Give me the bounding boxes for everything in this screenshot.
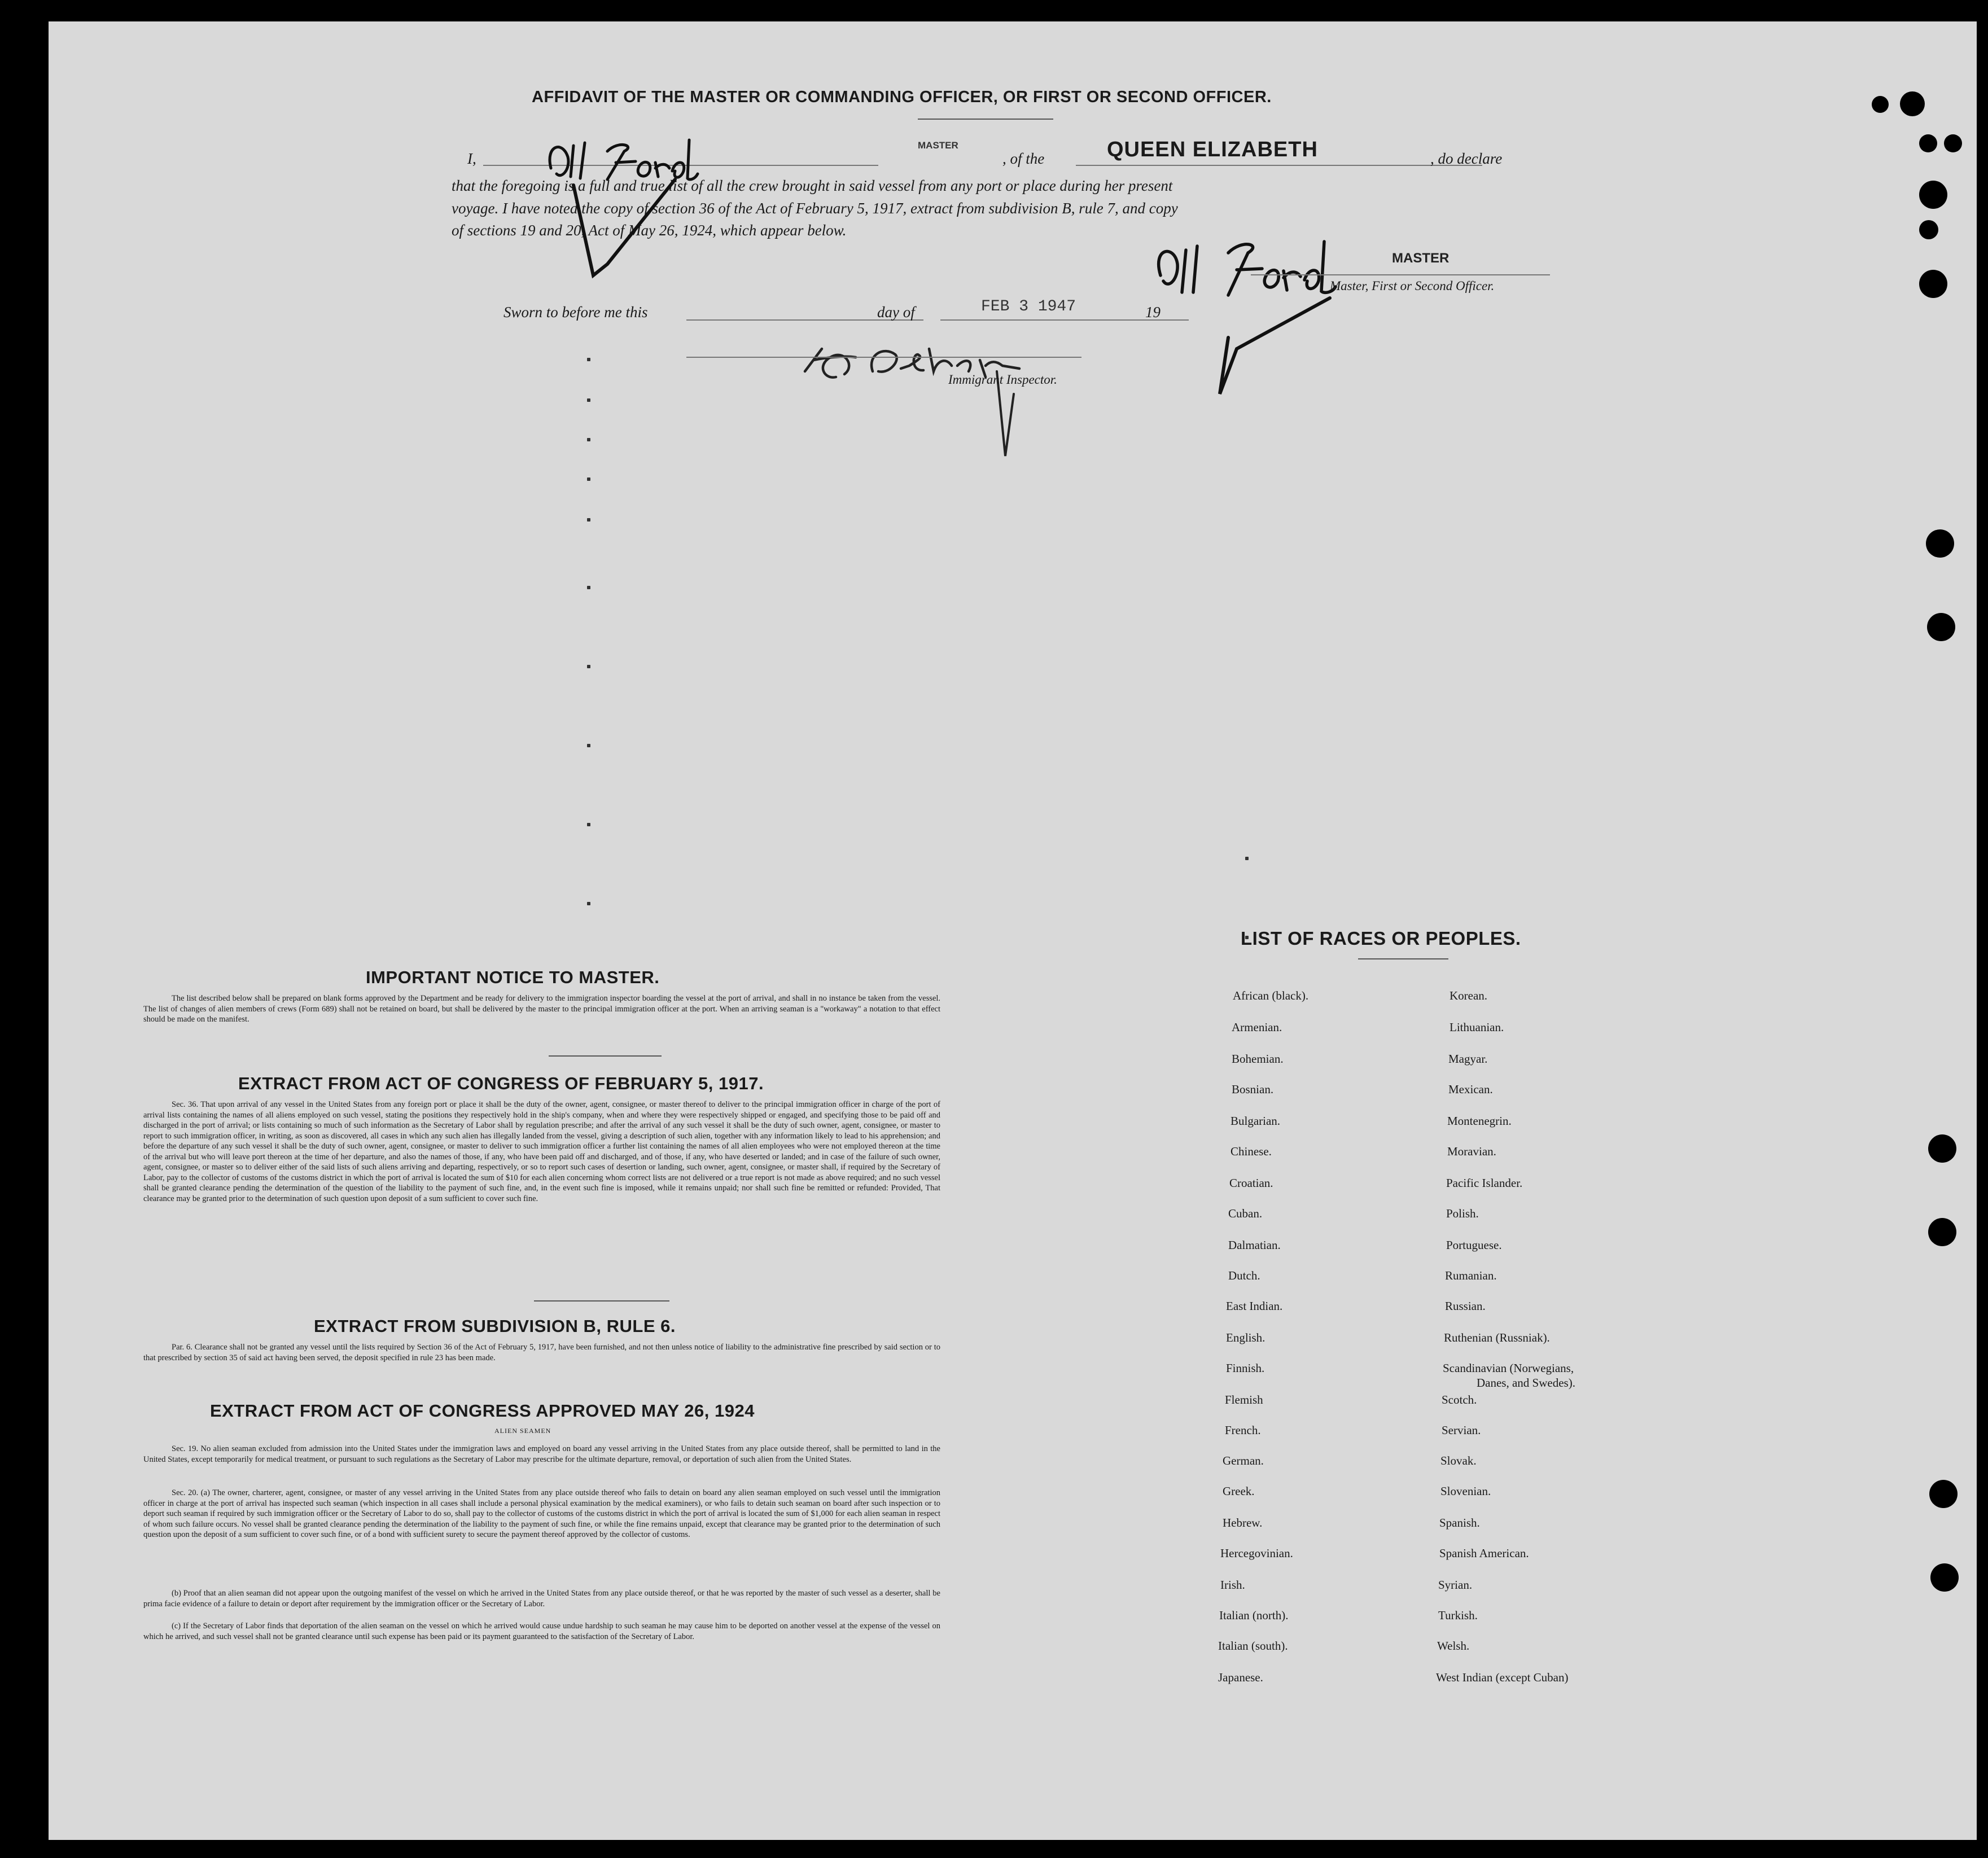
of-the-label: , of the [1002, 150, 1045, 167]
race-right: Slovenian. [1440, 1484, 1491, 1498]
punch-hole [1919, 220, 1938, 239]
sworn-label: Sworn to before me this [503, 304, 648, 321]
race-left: Bulgarian. [1231, 1114, 1281, 1128]
race-left: Dalmatian. [1228, 1238, 1281, 1252]
race-left: Greek. [1223, 1484, 1255, 1498]
scan-mark [587, 438, 590, 441]
title-divider [918, 119, 1053, 120]
declaration-line-2: that the foregoing is a full and true list of all the crew brought in said vessel from any port or place during her present [452, 177, 1173, 194]
punch-hole [1900, 91, 1925, 116]
race-left: Hercegovinian. [1220, 1546, 1293, 1560]
race-right: Lithuanian. [1450, 1020, 1504, 1034]
notice-body: The list described below shall be prepared on blank forms approved by the Department and be ready for delivery to the immigration inspector boarding the vessel at the port of arrival, and shall in no instance be taken from the vessel. The list of changes of alien members of crews (Form 689) shall not be retained on board, but shall be delivered by the master to the principal immigration officer at the port. When an arriving seaman is a "workaway" a notation to that effect should be made on the manifest. [143, 994, 940, 1024]
scan-mark [1245, 857, 1249, 860]
race-left: Cuban. [1228, 1207, 1263, 1220]
vessel-name-line [1076, 164, 1482, 166]
race-right: Mexican. [1448, 1083, 1493, 1096]
signer-line [1251, 273, 1550, 275]
master-signature-top [540, 134, 788, 292]
punch-hole [1919, 134, 1937, 152]
extract-1924-sec20c: (c) If the Secretary of Labor finds that deportation of the alien seaman on the vessel on which he arrived would cause undue hardship to such seaman he may cause him to be deported on another vessel at the expense of the vessel on which he arrived, and such vessel shall not be granted clearance until such expense has been paid or its payment guaranteed to the satisfaction of the Secretary of Labor. [143, 1622, 940, 1641]
scan-mark [587, 665, 590, 668]
race-left: Hebrew. [1223, 1516, 1263, 1530]
race-right: Danes, and Swedes). [1477, 1376, 1575, 1390]
scan-mark [587, 744, 590, 747]
declaration-line-3: voyage. I have noted the copy of section 36 of the Act of February 5, 1917, extract from subdivision B, rule 7, and copy [452, 200, 1178, 217]
race-right: Korean. [1450, 989, 1488, 1002]
scan-mark [587, 586, 590, 589]
race-left: Bohemian. [1232, 1052, 1284, 1066]
race-right: Syrian. [1438, 1578, 1473, 1592]
extract-1924-subtitle: ALIEN SEAMEN [494, 1427, 551, 1435]
punch-hole [1929, 1480, 1958, 1508]
extract-1917-divider [534, 1300, 669, 1302]
race-right: Montenegrin. [1447, 1114, 1512, 1128]
race-right: Servian. [1442, 1423, 1481, 1437]
punch-hole [1944, 134, 1962, 152]
inspector-signature [782, 326, 1098, 467]
race-left: English. [1226, 1331, 1266, 1344]
race-left: Japanese. [1218, 1671, 1263, 1684]
declaration-line-4: of sections 19 and 20, Act of May 26, 1924, which appear below. [452, 222, 847, 239]
race-right: Polish. [1446, 1207, 1479, 1220]
race-right: Portuguese. [1446, 1238, 1502, 1252]
notice-title: IMPORTANT NOTICE TO MASTER. [366, 967, 660, 987]
punch-hole [1928, 1218, 1956, 1246]
race-right: Ruthenian (Russniak). [1444, 1331, 1550, 1344]
master-signature [1144, 236, 1409, 405]
race-left: French. [1225, 1423, 1261, 1437]
race-right: Russian. [1445, 1299, 1486, 1313]
do-declare-label: , do declare [1430, 150, 1503, 167]
scan-mark [587, 358, 590, 361]
race-right: Rumanian. [1445, 1269, 1497, 1282]
scan-mark [587, 902, 590, 905]
race-right: Welsh. [1437, 1639, 1470, 1653]
date-stamp: FEB 3 1947 [981, 298, 1076, 315]
signer-title-stamp: MASTER [1392, 251, 1450, 266]
rank-stamp: MASTER [918, 140, 958, 151]
race-left: African (black). [1233, 989, 1309, 1002]
i-label: I, [467, 150, 476, 167]
extract-1917-body: Sec. 36. That upon arrival of any vessel in the United States from any foreign port or place it shall be the duty of the owner, agent, consignee, or master thereof to deliver to the principal immigration officer in charge of the port of arrival lists containing the names of all aliens employed on such vessel, stating the positions they respectively hold in the ship's company, when and where they were respectively shipped or engaged, and specifying those to be paid off and discharged in the port of arrival; or lists containing so much of such information as the Secretary of Labor shall by regulation prescribe; and after the arrival of any such vessel it shall be the duty of such owner, agent, consignee, or master to report to such immigration officer, in writing, as soon as discovered, all cases in which any such alien has illegally landed from the vessel, giving a description of such alien, together with any information likely to lead to his apprehension; and before the departure of any such vessel it shall be the duty of such owner, agent, consignee, or master to deliver to such immigration officer a further list containing the names of all alien employees who were not employed thereon at the time of the arrival but who will leave port thereon at the time of her departure, and also the names of those, if any, who have been paid off and discharged, and of those, if any, who have deserted or landed; and in case of the failure of such owner, agent, consignee, or master so to deliver either of the said lists of such aliens arriving and departing, respectively, or so to report such cases of desertion or landing, such owner, agent, consignee, or master shall, if required by the Secretary of Labor, pay to the collector of customs of the customs district in which the port of arrival is located the sum of $10 for each alien concerning whom correct lists are not delivered or a true report is not made as above required; and no such vessel shall be granted clearance pending the determination of the question of the liability to the payment of such fine, and, in the event such fine is imposed, while it remains unpaid; nor shall such fine be remitted or refunded: Provided, That clearance may be granted prior to the determination of such question upon deposit of a sum sufficient to cover such fine. [143, 1100, 940, 1203]
day-of-label: day of [877, 304, 915, 321]
race-left: Croatian. [1229, 1176, 1273, 1190]
race-left: Italian (north). [1219, 1609, 1289, 1622]
punch-hole [1919, 181, 1947, 209]
scan-mark [587, 823, 590, 826]
scan-mark [587, 398, 590, 402]
race-right: Slovak. [1440, 1454, 1477, 1467]
race-right: Turkish. [1438, 1609, 1478, 1622]
race-left: Irish. [1220, 1578, 1245, 1592]
subdivision-body: Par. 6. Clearance shall not be granted any vessel until the lists required by Section 36 of the Act of February 5, 1917, have been furnished, and not then unless notice of liability to the administrative fine prescribed by said section or to that prescribed by section 35 of said act having been served, the deposit specified in rule 23 has been made. [143, 1343, 940, 1362]
race-left: Dutch. [1228, 1269, 1260, 1282]
race-right: Spanish American. [1439, 1546, 1529, 1560]
scan-mark [587, 477, 590, 481]
affidavit-title: AFFIDAVIT OF THE MASTER OR COMMANDING OFFICER, OR FIRST OR SECOND OFFICER. [532, 88, 1272, 106]
signer-caption: Master, First or Second Officer. [1330, 279, 1495, 293]
race-left: East Indian. [1226, 1299, 1283, 1313]
punch-hole [1872, 96, 1889, 113]
punch-hole [1926, 529, 1954, 558]
race-right: Magyar. [1448, 1052, 1488, 1066]
extract-1924-sec20b: (b) Proof that an alien seaman did not appear upon the outgoing manifest of the vessel on which he arrived in the United States from any place outside thereof, or that he was reported by the master of such vessel as a deserter, shall be prima facie evidence of a failure to detain or deport after requirement by the immigration officer or the Secretary of Labor. [143, 1589, 940, 1609]
race-left: German. [1223, 1454, 1264, 1467]
races-title: LIST OF RACES OR PEOPLES. [1241, 928, 1521, 949]
race-left: Flemish [1225, 1393, 1263, 1406]
race-left: Armenian. [1232, 1020, 1282, 1034]
punch-hole [1927, 613, 1955, 641]
race-right: Pacific Islander. [1446, 1176, 1523, 1190]
punch-hole [1928, 1134, 1956, 1163]
race-right: Spanish. [1439, 1516, 1480, 1530]
race-left: Bosnian. [1232, 1083, 1274, 1096]
extract-1924-sec20a: Sec. 20. (a) The owner, charterer, agent, consignee, or master of any vessel arriving in the United States from any place outside thereof who fails to detain on board any alien seaman employed on such vessel until the immigration officer in charge at the port of arrival has inspected such seaman (which inspection in all cases shall include a personal physical examination by the medical examiners), or who fails to detain such seaman on board after such inspection or to deport such seaman if required by such immigration officer or the Secretary of Labor to do so, shall pay to the collector of customs of the customs district in which the port of arrival is located the sum of $1,000 for each alien seaman in respect of whom such failure occurs. No vessel shall be granted clearance pending the determination of the liability to the payment of such fine, or while the fine remains unpaid, except that clearance may be granted prior to the determination of such question upon the deposit of a sum sufficient to cover such fine, or of a bond with sufficient surety to secure the payment thereof approved by the collector of customs. [143, 1488, 940, 1539]
punch-hole [1919, 270, 1947, 298]
notice-divider [549, 1055, 662, 1057]
race-left: Chinese. [1231, 1145, 1272, 1158]
race-right: Moravian. [1447, 1145, 1496, 1158]
subdivision-title: EXTRACT FROM SUBDIVISION B, RULE 6. [314, 1316, 676, 1336]
race-left: Finnish. [1226, 1361, 1265, 1375]
year-prefix: 19 [1145, 304, 1161, 321]
race-right: West Indian (except Cuban) [1436, 1671, 1569, 1684]
races-divider [1358, 958, 1448, 959]
inspector-caption: Immigrant Inspector. [948, 373, 1057, 387]
race-left: Italian (south). [1218, 1639, 1288, 1653]
document-page [49, 21, 1977, 1840]
extract-1924-title: EXTRACT FROM ACT OF CONGRESS APPROVED MAY 26, 1924 [210, 1401, 755, 1421]
extract-1917-title: EXTRACT FROM ACT OF CONGRESS OF FEBRUARY 5, 1917. [238, 1073, 764, 1093]
extract-1924-sec19: Sec. 19. No alien seaman excluded from admission into the United States under the immigration laws and employed on board any vessel arriving in the United States from any place outside thereof, shall be permitted to land in the United States, except temporarily for medical treatment, or pursuant to such regulations as the Secretary of Labor may prescribe for the ultimate departure, removal, or deportation of such alien from the United States. [143, 1444, 940, 1464]
race-right: Scotch. [1442, 1393, 1477, 1406]
punch-hole [1930, 1563, 1959, 1592]
vessel-name: QUEEN ELIZABETH [1107, 138, 1318, 161]
inspector-line [686, 356, 1081, 358]
race-right: Scandinavian (Norwegians, [1443, 1361, 1574, 1375]
scan-mark [587, 518, 590, 522]
